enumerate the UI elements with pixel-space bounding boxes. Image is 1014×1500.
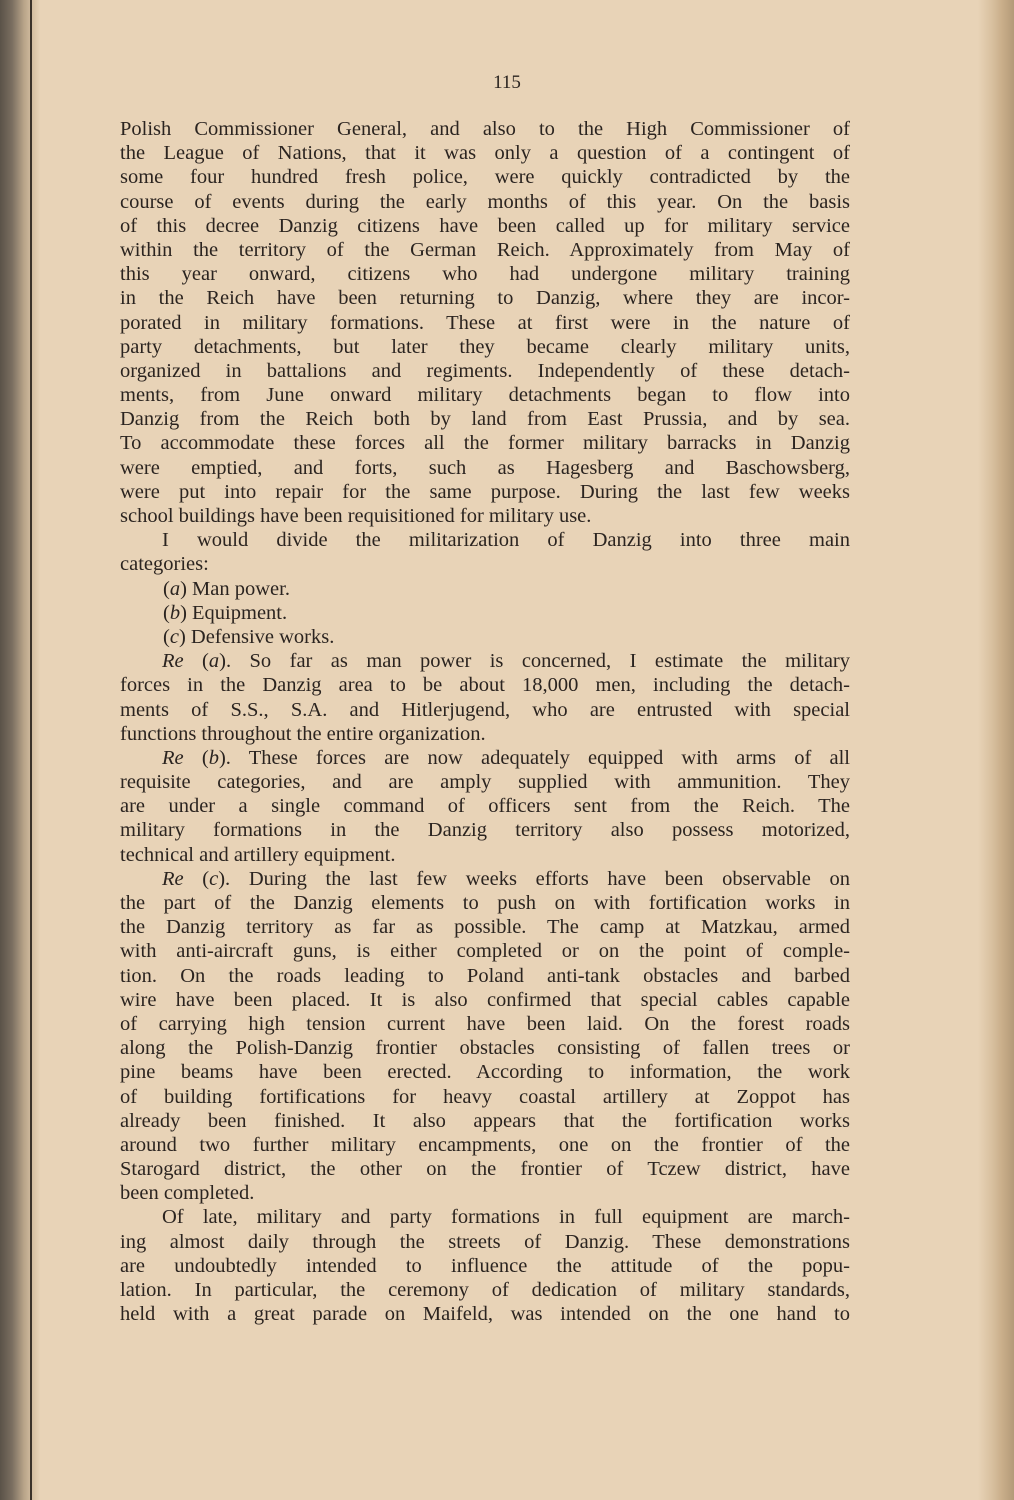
text-segment: I would divide the militarization of Danzig into three main — [162, 529, 850, 552]
text-line — [120, 117, 850, 141]
italic-text: b — [169, 601, 181, 624]
text-segment: are under a single command of officers sent from the Reich. The — [120, 795, 850, 818]
text-line — [120, 1085, 850, 1109]
text-segment: tion. On the roads leading to Poland anti-tank obstacles and barbed — [120, 964, 850, 987]
text-segment: been completed. — [120, 1182, 255, 1205]
text-line — [120, 649, 850, 673]
italic-text: Re — [162, 650, 184, 673]
text-segment: porated in military formations. These at first were in the nature of — [120, 311, 850, 334]
text-segment: of this decree Danzig citizens have been called up for military service — [120, 214, 850, 237]
text-line — [120, 504, 850, 528]
text-segment: ) Equipment. — [180, 601, 288, 624]
text-line — [120, 141, 850, 165]
text-segment: were emptied, and forts, such as Hagesberg and Baschowsberg, — [120, 456, 850, 479]
text-line — [120, 1278, 850, 1302]
text-segment: ( — [183, 746, 209, 769]
text-segment: school buildings have been requisitioned for military use. — [120, 505, 592, 527]
text-segment: Danzig from the Reich both by land from East Prussia, and by sea. — [120, 408, 850, 431]
text-line — [120, 165, 850, 189]
text-line — [120, 1036, 850, 1060]
text-segment: the League of Nations, that it was only a question of a contingent of — [120, 142, 850, 165]
text-line — [120, 359, 850, 383]
text-line — [120, 311, 850, 335]
text-segment: are undoubtedly intended to influence the attitude of the popu- — [120, 1254, 850, 1277]
text-segment: technical and artillery equipment. — [120, 843, 396, 866]
text-segment: ). During the last few weeks efforts have been observable on — [218, 867, 851, 890]
italic-text: a — [208, 650, 220, 673]
text-segment: requisite categories, and are amply supplied with ammunition. They — [120, 771, 850, 794]
text-line — [120, 746, 850, 770]
text-segment: ). These forces are now adequately equipped with arms of all — [218, 746, 850, 769]
text-line — [120, 528, 850, 552]
text-segment: ing almost daily through the streets of Danzig. These demonstrations — [120, 1230, 850, 1253]
text-line — [120, 383, 850, 407]
text-segment: within the territory of the German Reich. Approximately from May of — [120, 238, 850, 261]
text-segment: functions throughout the entire organization. — [120, 722, 486, 745]
text-line — [120, 190, 850, 214]
text-segment: ) Defensive works. — [178, 625, 335, 648]
text-line — [120, 794, 850, 818]
text-line — [120, 1012, 850, 1036]
text-segment: forces in the Danzig area to be about 18,000 men, including the detach- — [120, 674, 850, 697]
text-segment: ( — [183, 650, 209, 673]
text-line — [120, 456, 850, 480]
text-segment: of carrying high tension current have been laid. On the forest roads — [120, 1012, 850, 1035]
text-line — [120, 335, 850, 359]
text-segment: ( — [163, 577, 170, 600]
text-segment: Of late, military and party formations in full equipment are march- — [162, 1206, 850, 1229]
text-segment: around two further military encampments, one on the frontier of the — [120, 1133, 850, 1156]
text-line — [120, 722, 850, 746]
text-segment: in the Reich have been returning to Danzig, where they are incor- — [120, 287, 850, 310]
text-segment: with anti-aircraft guns, is either completed or on the point of comple- — [120, 940, 850, 963]
text-segment: military formations in the Danzig territory also possess motorized, — [120, 819, 850, 842]
text-line — [120, 843, 850, 867]
text-line — [120, 770, 850, 794]
text-segment: ) Man power. — [180, 577, 290, 600]
text-segment: To accommodate these forces all the former military barracks in Danzig — [120, 432, 850, 455]
text-segment: categories: — [120, 553, 209, 576]
text-line — [120, 915, 850, 939]
text-segment: Starogard district, the other on the frontier of Tczew district, have — [120, 1158, 850, 1181]
text-line — [120, 939, 850, 963]
italic-text: c — [209, 867, 219, 890]
text-line — [120, 601, 850, 625]
text-line — [120, 625, 850, 649]
text-line — [120, 1181, 850, 1205]
text-segment: lation. In particular, the ceremony of dedication of military standards, — [120, 1279, 850, 1301]
italic-text: Re — [162, 746, 184, 769]
text-line — [120, 818, 850, 842]
text-line — [120, 1205, 850, 1229]
book-binding-left-edge — [0, 0, 40, 1500]
text-line — [120, 238, 850, 262]
text-segment: already been finished. It also appears that the fortification works — [120, 1109, 850, 1132]
text-segment: along the Polish-Danzig frontier obstacles consisting of fallen trees or — [120, 1037, 850, 1060]
text-segment: ). So far as man power is concerned, I estimate the military — [219, 650, 850, 673]
text-segment: the Danzig territory as far as possible. The camp at Matzkau, armed — [120, 916, 850, 939]
text-segment: were put into repair for the same purpose. During the last few weeks — [120, 480, 850, 503]
text-line — [120, 577, 850, 601]
text-line — [120, 988, 850, 1012]
text-segment: ( — [163, 601, 170, 624]
text-line — [120, 867, 850, 891]
text-segment: pine beams have been erected. According to information, the work — [120, 1061, 850, 1084]
text-line — [120, 480, 850, 504]
text-segment: held with a great parade on Maifeld, was intended on the one hand to — [120, 1303, 850, 1326]
italic-text: a — [169, 577, 181, 600]
text-line — [120, 1133, 850, 1157]
text-segment: Polish Commissioner General, and also to the High Commissioner of — [120, 118, 850, 140]
text-segment: organized in battalions and regiments. Independently of these detach- — [120, 359, 850, 382]
text-segment: ( — [183, 867, 210, 890]
text-segment: this year onward, citizens who had undergone military training — [120, 263, 850, 286]
text-segment: ments of S.S., S.A. and Hitlerjugend, who are entrusted with special — [120, 698, 850, 721]
text-line — [120, 262, 850, 286]
text-line — [120, 698, 850, 722]
text-line — [120, 552, 850, 576]
text-line — [120, 286, 850, 310]
text-line — [120, 214, 850, 238]
text-line — [120, 1302, 850, 1326]
italic-text: Re — [162, 867, 184, 890]
body-text — [120, 117, 850, 1326]
text-line — [120, 1254, 850, 1278]
text-line — [120, 407, 850, 431]
text-line — [120, 1230, 850, 1254]
text-segment: ments, from June onward military detachments began to flow into — [120, 384, 850, 407]
text-segment: ( — [163, 625, 170, 648]
text-segment: party detachments, but later they became clearly military units, — [120, 335, 850, 358]
text-segment: of building fortifications for heavy coastal artillery at Zoppot has — [120, 1085, 850, 1108]
text-segment: some four hundred fresh police, were quickly contradicted by the — [120, 166, 850, 189]
text-line — [120, 964, 850, 988]
text-line — [120, 891, 850, 915]
text-line — [120, 1109, 850, 1133]
page-number: 115 — [493, 72, 521, 93]
italic-text: b — [208, 746, 219, 769]
text-segment: the part of the Danzig elements to push on with fortification works in — [120, 892, 850, 914]
text-segment: wire have been placed. It is also confirmed that special cables capable — [120, 988, 850, 1011]
text-segment: course of events during the early months of this year. On the basis — [120, 190, 850, 213]
text-line — [120, 431, 850, 455]
page-edge-right — [978, 0, 1014, 1500]
text-line — [120, 673, 850, 697]
text-line — [120, 1157, 850, 1181]
text-line — [120, 1060, 850, 1084]
italic-text: c — [169, 625, 179, 648]
